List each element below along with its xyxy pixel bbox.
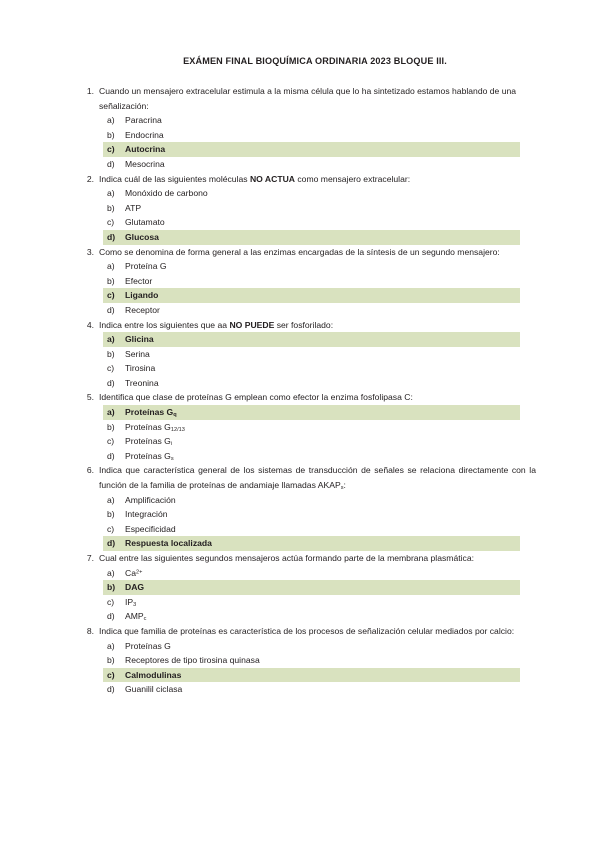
- option-text: Efector: [125, 275, 153, 286]
- question-number: 1.: [86, 86, 94, 96]
- option-text: Receptores de tipo tirosina quinasa: [125, 655, 260, 666]
- option-text: Paracrina: [125, 115, 162, 126]
- option-letter: d): [107, 538, 116, 549]
- option-text: Proteínas $G_q$: [125, 407, 177, 419]
- question-number: 2.: [86, 173, 94, 184]
- question-number: 7.: [86, 553, 94, 563]
- option-row[interactable]: [103, 507, 520, 522]
- option-letter: b): [107, 582, 116, 593]
- option-letter: a): [107, 640, 115, 651]
- option-row[interactable]: [103, 361, 520, 376]
- option-letter: c): [107, 669, 115, 680]
- question-item: [72, 463, 540, 551]
- option-row[interactable]: [103, 376, 520, 391]
- option-text: Treonina: [125, 377, 159, 388]
- option-row[interactable]: [103, 186, 520, 201]
- option-row[interactable]: [103, 682, 520, 697]
- question-stem: Indica que familia de proteínas es característica de los procesos de señalización celular mediados por calcio:: [99, 625, 515, 636]
- option-text: Proteína G: [125, 261, 167, 272]
- option-text: Glicina: [125, 334, 154, 345]
- option-row[interactable]: [103, 157, 520, 172]
- option-list: [99, 259, 540, 317]
- option-letter: a): [107, 334, 115, 345]
- question-stem: Cual entre las siguientes segundos mensajeros actúa formando parte de la membrana plasmática:: [99, 553, 474, 563]
- option-text: Glucosa: [125, 231, 159, 242]
- option-row-selected[interactable]: [103, 142, 520, 157]
- question-item: [72, 624, 540, 697]
- option-row[interactable]: [103, 566, 520, 581]
- option-letter: b): [107, 421, 115, 432]
- question-item: [72, 551, 540, 624]
- option-text: Guanilil ciclasa: [125, 684, 183, 695]
- question-stem: Indica que característica general de los sistemas de transducción de señales se relaciona directamente con la función de la familia de proteínas de andamiaje llamadas $AKAP_s$:: [99, 465, 536, 492]
- option-text: Respuesta localizada: [125, 538, 212, 549]
- option-text: Integración: [125, 509, 168, 520]
- option-text: Proteínas $G_{12/13}$: [125, 421, 185, 433]
- option-row-selected[interactable]: [103, 332, 520, 347]
- question-stem: Indica entre los siguientes que aa NO PUEDE ser fosforilado:: [99, 319, 334, 330]
- question-stem: Indica cuál de las siguientes moléculas NO ACTUA como mensajero extracelular:: [99, 173, 411, 184]
- option-letter: d): [107, 450, 115, 461]
- option-letter: a): [107, 407, 115, 418]
- option-row-selected[interactable]: [103, 668, 520, 683]
- option-list: [99, 493, 540, 551]
- option-letter: c): [107, 290, 115, 301]
- option-row[interactable]: [103, 303, 520, 318]
- option-row[interactable]: [103, 128, 520, 143]
- option-list: [99, 566, 540, 624]
- option-letter: c): [107, 363, 115, 374]
- option-row-selected[interactable]: [103, 288, 520, 303]
- option-letter: b): [107, 509, 115, 520]
- option-row-selected[interactable]: [103, 230, 520, 245]
- option-letter: a): [107, 115, 115, 126]
- question-stem: Como se denomina de forma general a las enzimas encargadas de la síntesis de un segundo mensajero:: [99, 246, 500, 257]
- option-row[interactable]: [103, 595, 520, 610]
- option-text: Mesocrina: [125, 158, 165, 169]
- option-text: $IP_3$: [125, 596, 137, 608]
- question-number: 4.: [86, 319, 94, 330]
- question-item: [72, 318, 540, 391]
- option-text: Calmodulinas: [125, 669, 182, 680]
- option-row-selected[interactable]: [103, 580, 520, 595]
- option-list: [99, 405, 540, 463]
- option-text: $AMP_c$: [125, 611, 147, 623]
- option-text: Ligando: [125, 290, 159, 301]
- option-letter: d): [107, 611, 115, 622]
- option-letter: b): [107, 202, 115, 213]
- question-item: [72, 84, 540, 172]
- option-text: DAG: [125, 582, 145, 593]
- option-row[interactable]: [103, 493, 520, 508]
- option-letter: b): [107, 129, 115, 140]
- option-letter: c): [107, 596, 115, 607]
- option-text: Proteínas $G_i$: [125, 436, 173, 448]
- option-text: $Ca^{2+}$: [125, 567, 143, 578]
- option-letter: c): [107, 217, 115, 228]
- option-text: ATP: [125, 202, 142, 213]
- question-item: [72, 390, 540, 463]
- option-text: Receptor: [125, 304, 160, 315]
- question-number: 6.: [86, 465, 94, 476]
- option-letter: c): [107, 436, 115, 447]
- question-stem: Identifica que clase de proteínas G emplean como efector la enzima fosfolipasa C:: [99, 392, 413, 403]
- option-letter: a): [107, 261, 115, 272]
- option-letter: d): [107, 684, 115, 695]
- option-row[interactable]: [103, 420, 520, 435]
- option-letter: b): [107, 348, 115, 359]
- option-letter: b): [107, 655, 115, 666]
- option-text: Glutamato: [125, 217, 165, 228]
- option-row[interactable]: [103, 215, 520, 230]
- option-text: Monóxido de carbono: [125, 188, 208, 199]
- option-letter: c): [107, 523, 115, 534]
- option-text: Tirosina: [125, 363, 156, 374]
- option-row[interactable]: [103, 609, 520, 624]
- option-row[interactable]: [103, 653, 520, 668]
- question-list: [72, 84, 540, 697]
- option-text: Autocrina: [125, 144, 166, 155]
- option-row-selected[interactable]: [103, 405, 520, 420]
- option-row[interactable]: [103, 259, 520, 274]
- option-list: [99, 186, 540, 244]
- option-text: Amplificación: [125, 494, 176, 505]
- option-row[interactable]: [103, 113, 520, 128]
- option-letter: d): [107, 231, 116, 242]
- question-item: [72, 245, 540, 318]
- question-number: 3.: [86, 246, 94, 257]
- option-text: Proteínas $G_s$: [125, 450, 174, 463]
- option-letter: a): [107, 494, 115, 505]
- option-text: Endocrina: [125, 129, 164, 140]
- option-text: Serina: [125, 348, 150, 359]
- option-row[interactable]: [103, 522, 520, 537]
- option-text: Especificidad: [125, 523, 176, 534]
- question-stem: Cuando un mensajero extracelular estimula a la misma célula que lo ha sintetizado estamos hablando de una señalización:: [99, 86, 517, 111]
- option-row-selected[interactable]: [103, 536, 520, 551]
- option-letter: b): [107, 275, 115, 286]
- option-letter: d): [107, 158, 115, 169]
- option-letter: d): [107, 304, 115, 315]
- option-letter: a): [107, 188, 115, 199]
- question-number: 5.: [86, 392, 94, 403]
- option-row[interactable]: [103, 347, 520, 362]
- question-item: [72, 172, 540, 245]
- option-list: [99, 332, 540, 390]
- option-row[interactable]: [103, 434, 520, 449]
- page-title: EXÁMEN FINAL BIOQUÍMICA ORDINARIA 2023 BLOQUE III.: [183, 56, 447, 66]
- option-list: [99, 113, 540, 171]
- option-row[interactable]: [103, 639, 520, 654]
- option-row[interactable]: [103, 449, 520, 464]
- option-row[interactable]: [103, 201, 520, 216]
- option-row[interactable]: [103, 274, 520, 289]
- option-letter: d): [107, 377, 115, 388]
- option-letter: c): [107, 144, 115, 155]
- option-text: Proteínas G: [125, 640, 171, 651]
- option-list: [99, 639, 540, 697]
- option-letter: a): [107, 567, 115, 578]
- question-number: 8.: [86, 625, 94, 636]
